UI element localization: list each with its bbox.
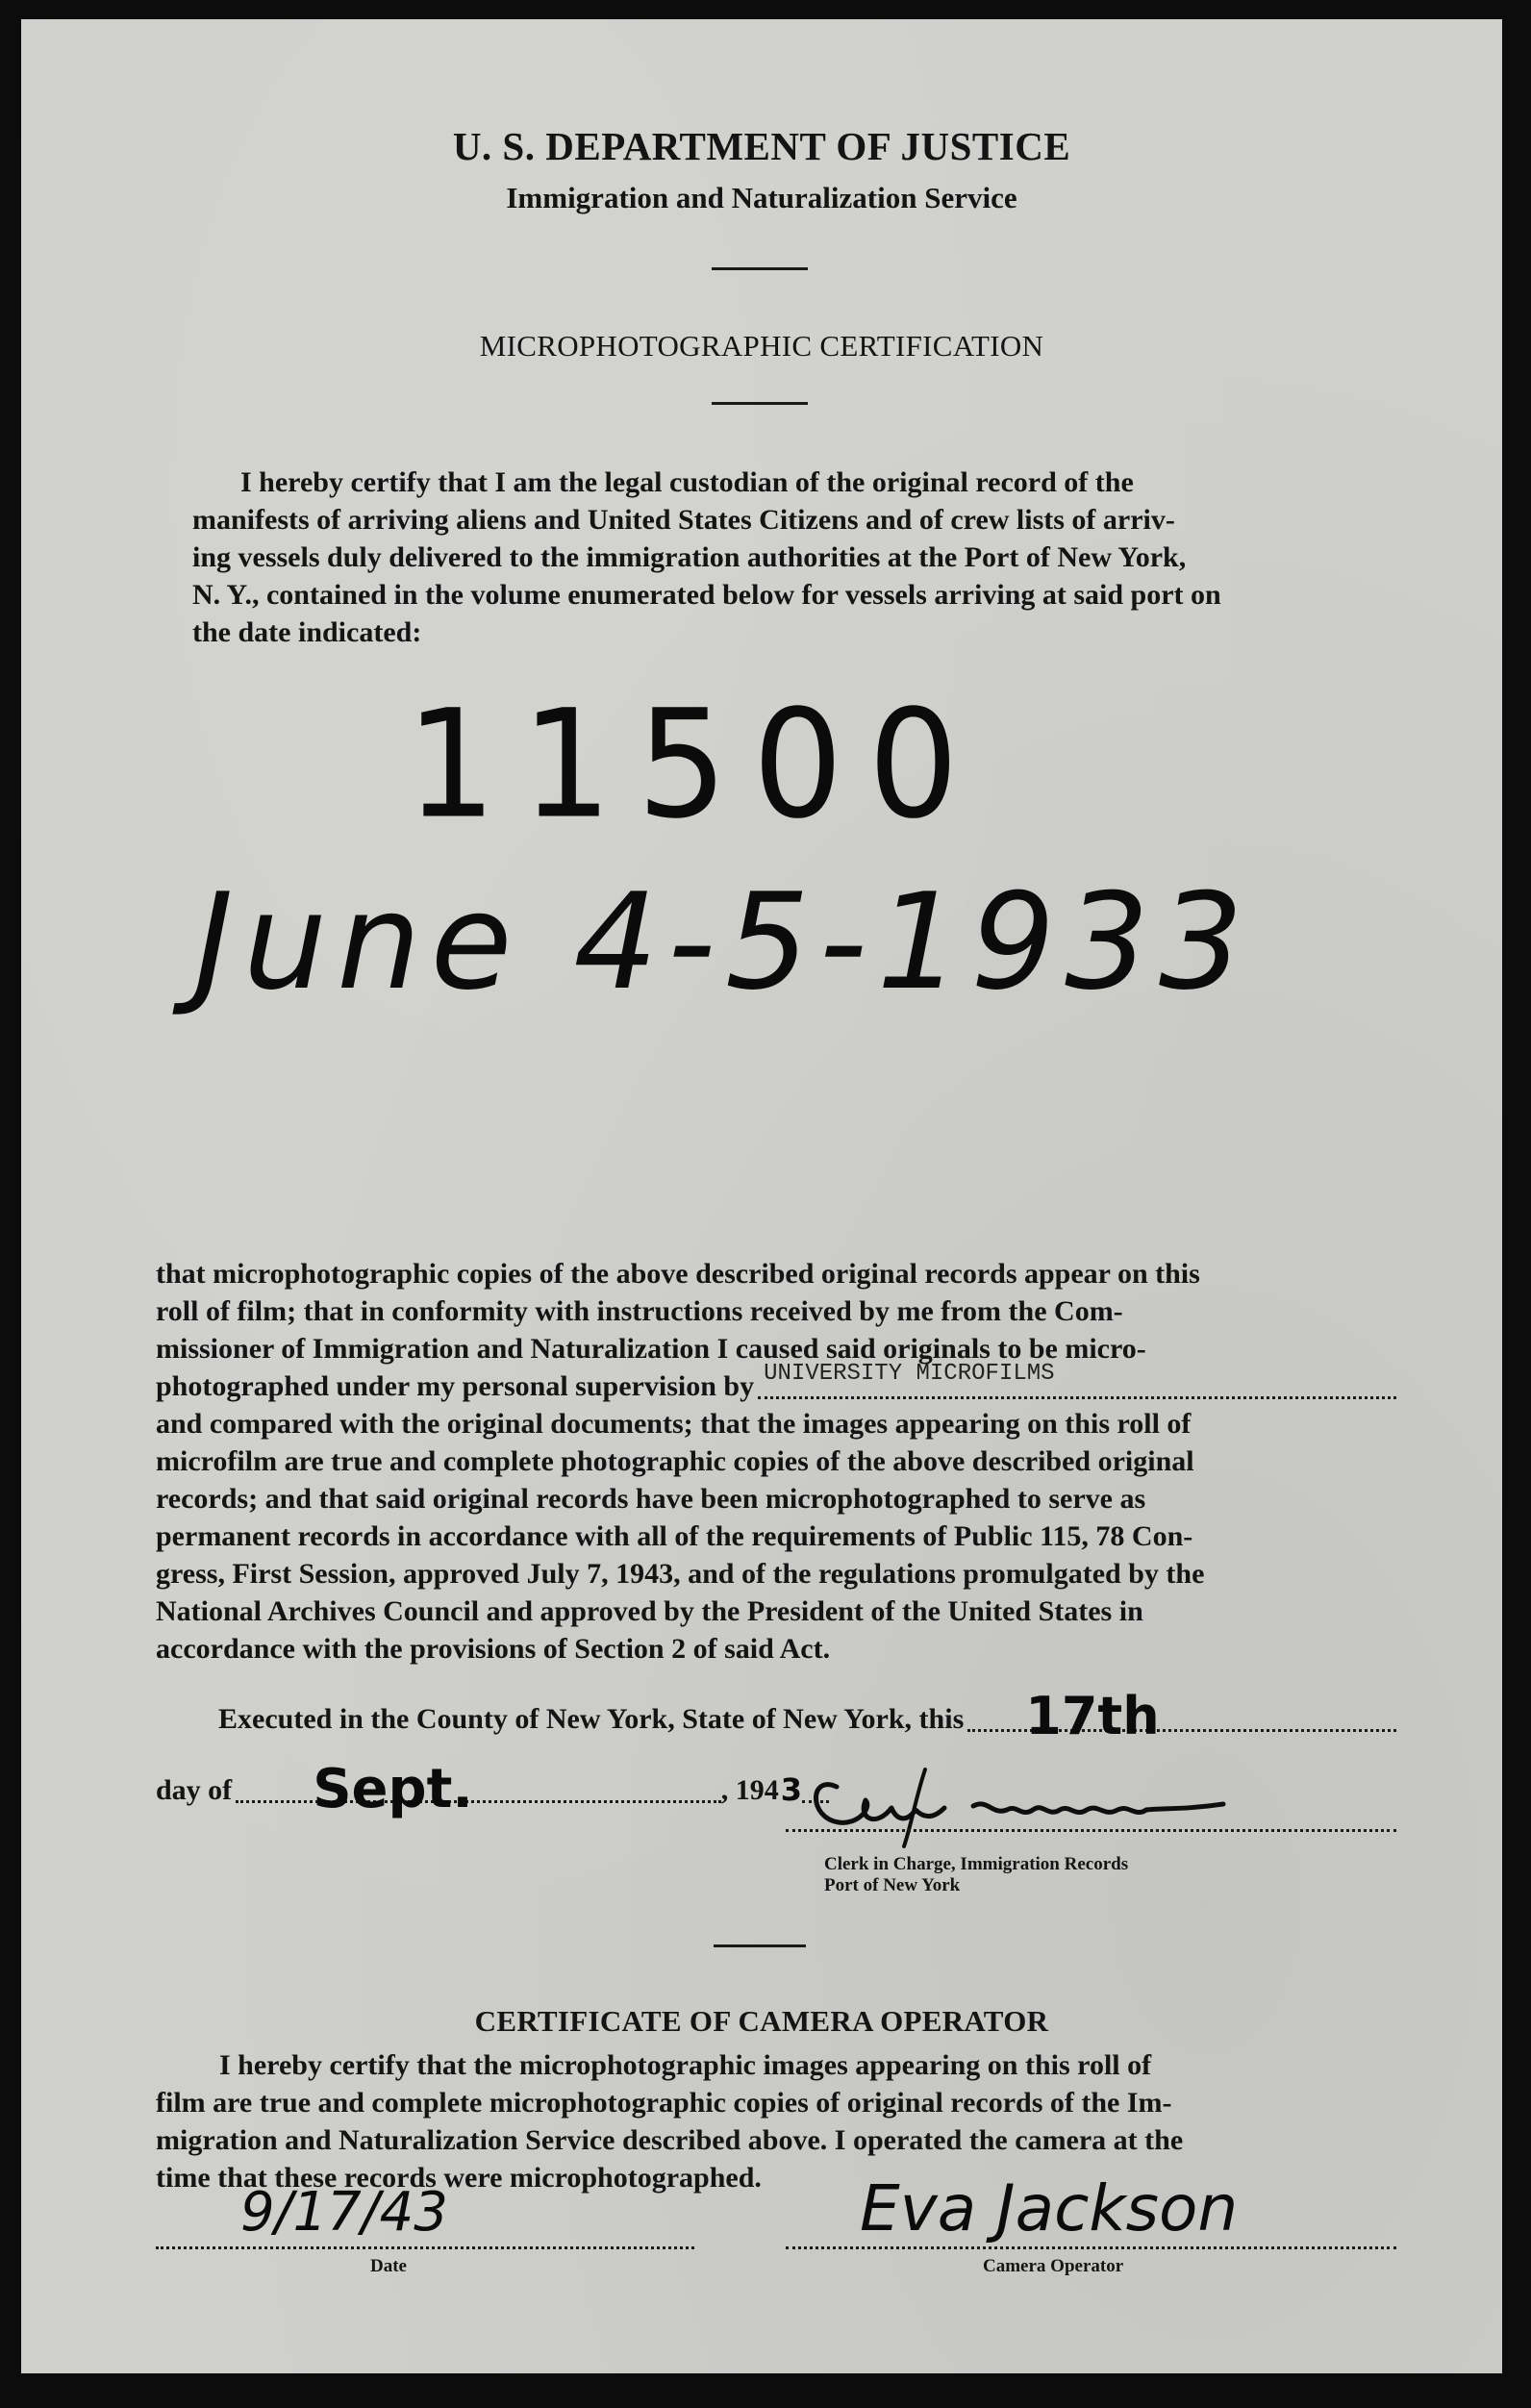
camera-line: time that these records were microphotographed. bbox=[156, 2162, 762, 2194]
body-line: and compared with the original documents; that the images appearing on this roll of bbox=[156, 1408, 1192, 1440]
divider bbox=[712, 402, 808, 405]
supervisor-field bbox=[758, 1361, 1396, 1399]
day-of-label: day of bbox=[156, 1774, 233, 1806]
body-line: accordance with the provisions of Section 2 of said Act. bbox=[156, 1633, 831, 1665]
operator-date-handwritten: 9/17/43 bbox=[240, 2181, 448, 2244]
day-handwritten: 17th bbox=[1025, 1686, 1160, 1746]
operator-signature: Eva Jackson bbox=[860, 2171, 1239, 2245]
intro-line: I hereby certify that I am the legal custodian of the original record of the bbox=[240, 466, 1134, 498]
executed-line bbox=[218, 1686, 1396, 1746]
divider bbox=[712, 267, 808, 270]
clerk-signature-line bbox=[786, 1829, 1396, 1832]
day-of-line bbox=[156, 1758, 829, 1820]
divider bbox=[714, 1944, 806, 1947]
body-paragraph bbox=[156, 1255, 1396, 1668]
intro-paragraph bbox=[192, 464, 1394, 651]
clerk-title-line1: Clerk in Charge, Immigration Records bbox=[824, 1854, 1129, 1874]
supervision-line bbox=[156, 1361, 1396, 1405]
month-handwritten: Sept. bbox=[313, 1758, 473, 1820]
document-page bbox=[21, 19, 1502, 2373]
operator-line bbox=[786, 2246, 1396, 2249]
intro-line: N. Y., contained in the volume enumerated below for vessels arriving at said port on bbox=[192, 579, 1221, 611]
executed-prefix: Executed in the County of New York, State of New York, this bbox=[218, 1703, 965, 1735]
body-line: missioner of Immigration and Naturalization I caused said originals to be micro- bbox=[156, 1333, 1146, 1365]
year-suffix-handwritten: 3 bbox=[780, 1771, 802, 1808]
body-line: records; and that said original records have been microphotographed to serve as bbox=[156, 1483, 1146, 1515]
supervision-prefix: photographed under my personal supervision by bbox=[156, 1370, 755, 1402]
body-line: permanent records in accordance with all of the requirements of Public 115, 78 Con- bbox=[156, 1520, 1193, 1552]
body-line: National Archives Council and approved by the President of the United States in bbox=[156, 1595, 1143, 1627]
camera-line: film are true and complete microphotographic copies of original records of the Im- bbox=[156, 2087, 1172, 2119]
intro-line: ing vessels duly delivered to the immigration authorities at the Port of New York, bbox=[192, 541, 1187, 573]
date-label: Date bbox=[370, 2256, 407, 2276]
date-range-handwritten: June 4-5-1933 bbox=[194, 865, 1253, 1019]
body-line: gress, First Session, approved July 7, 1943, and of the regulations promulgated by the bbox=[156, 1558, 1205, 1590]
month-field bbox=[236, 1758, 721, 1820]
intro-line: manifests of arriving aliens and United States Citizens and of crew lists of arriv- bbox=[192, 504, 1175, 536]
service-subtitle: Immigration and Naturalization Service bbox=[506, 181, 1017, 214]
intro-line: the date indicated: bbox=[192, 616, 422, 648]
certification-title: MICROPHOTOGRAPHIC CERTIFICATION bbox=[479, 329, 1044, 363]
department-title: U. S. DEPARTMENT OF JUSTICE bbox=[452, 124, 1071, 168]
body-line: roll of film; that in conformity with instructions received by me from the Com- bbox=[156, 1295, 1123, 1327]
operator-label: Camera Operator bbox=[983, 2256, 1124, 2276]
clerk-title bbox=[824, 1854, 1128, 1896]
body-line: that microphotographic copies of the above described original records appear on this bbox=[156, 1258, 1200, 1290]
volume-number-handwritten: 11500 bbox=[406, 677, 984, 852]
clerk-title-line2: Port of New York bbox=[824, 1875, 961, 1895]
supervisor-typed: UNIVERSITY MICROFILMS bbox=[764, 1361, 1055, 1387]
camera-line: I hereby certify that the microphotographic images appearing on this roll of bbox=[219, 2049, 1152, 2081]
camera-line: migration and Naturalization Service described above. I operated the camera at the bbox=[156, 2124, 1184, 2156]
camera-certificate-title: CERTIFICATE OF CAMERA OPERATOR bbox=[474, 2004, 1049, 2038]
day-field bbox=[967, 1686, 1396, 1746]
clerk-signature bbox=[781, 1750, 1281, 1856]
year-prefix: , 194 bbox=[720, 1774, 779, 1806]
body-line: microfilm are true and complete photographic copies of the above described original bbox=[156, 1445, 1194, 1477]
clerk-signature-scribble bbox=[781, 1750, 1281, 1856]
date-line bbox=[156, 2246, 694, 2249]
